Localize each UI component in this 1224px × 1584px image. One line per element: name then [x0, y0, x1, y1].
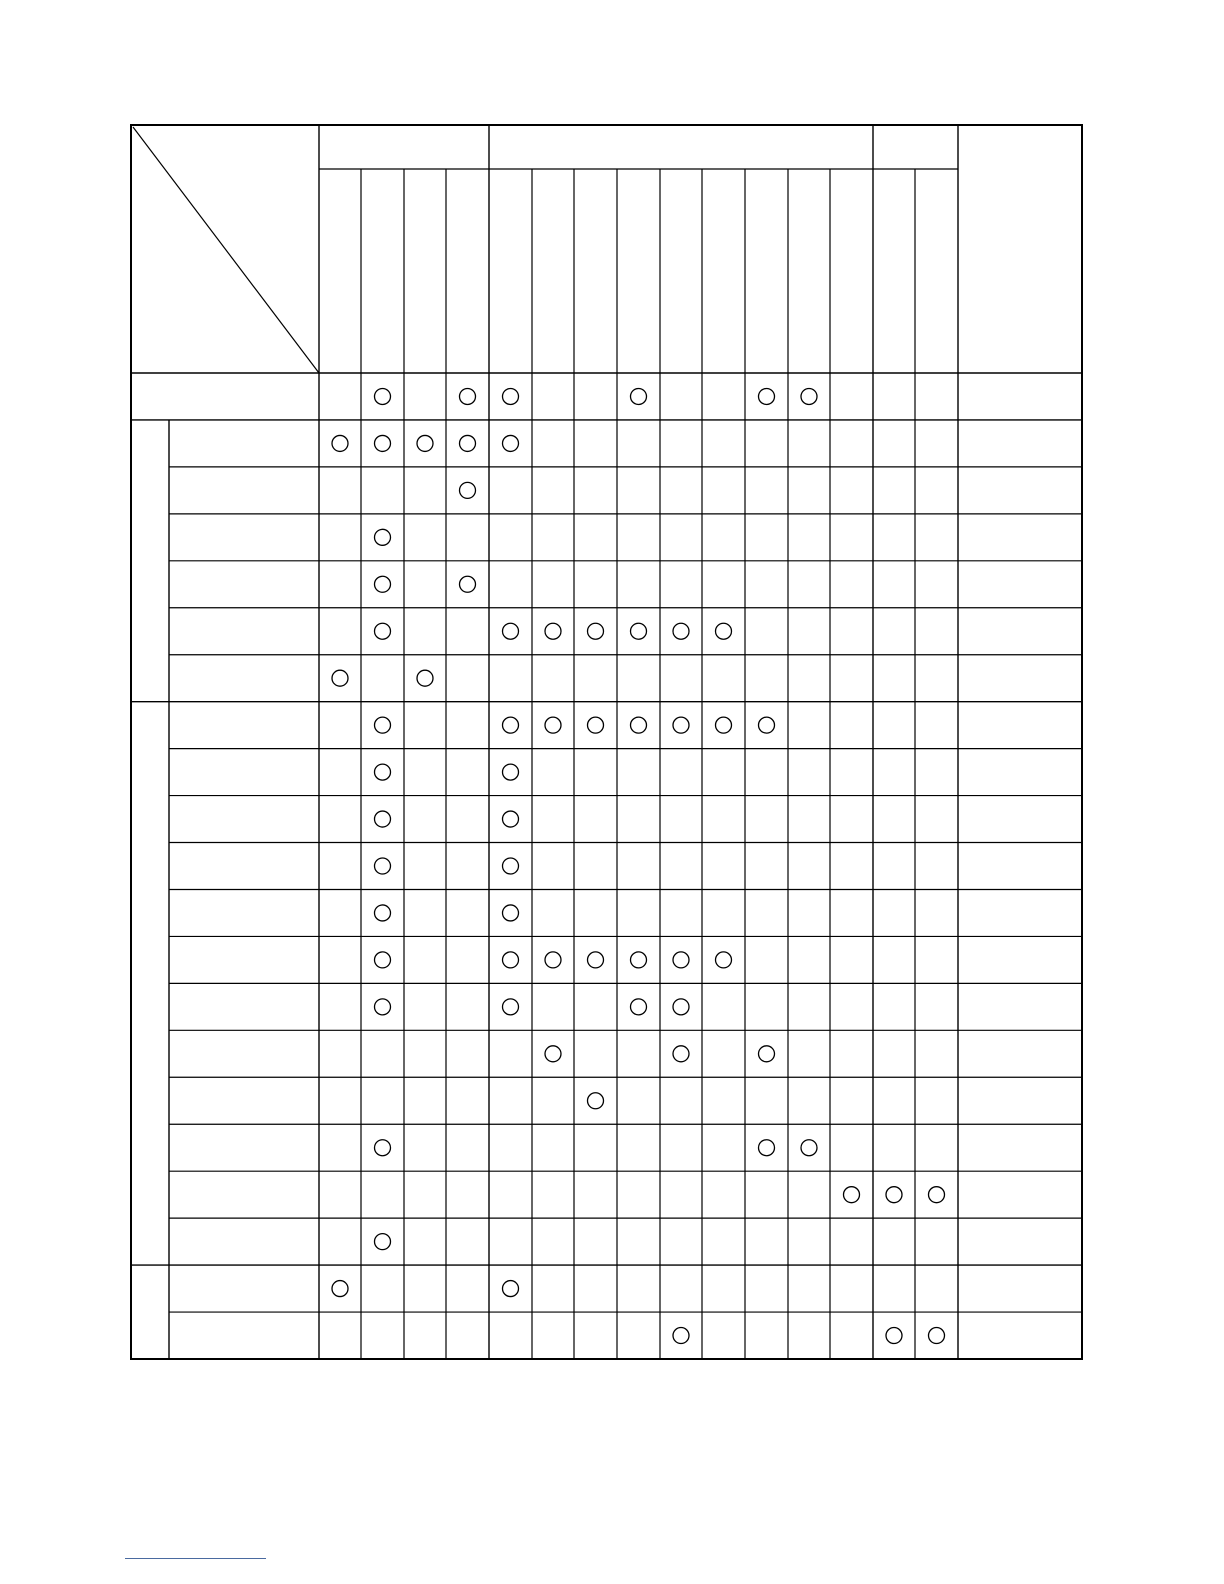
check-mark-circle	[844, 1187, 860, 1203]
check-mark-circle	[375, 858, 391, 874]
check-mark-circle	[375, 1234, 391, 1250]
check-mark-circle	[631, 999, 647, 1015]
check-mark-circle	[375, 388, 391, 404]
check-mark-circle	[375, 764, 391, 780]
check-mark-circle	[503, 764, 519, 780]
check-mark-circle	[375, 811, 391, 827]
check-mark-circle	[631, 717, 647, 733]
check-mark-circle	[503, 811, 519, 827]
check-mark-circle	[503, 1281, 519, 1297]
check-mark-circle	[375, 435, 391, 451]
check-mark-circle	[545, 623, 561, 639]
check-mark-circle	[588, 717, 604, 733]
check-mark-circle	[929, 1187, 945, 1203]
header-diagonal	[133, 127, 319, 373]
check-mark-circle	[588, 1093, 604, 1109]
check-mark-circle	[375, 905, 391, 921]
check-mark-circle	[545, 717, 561, 733]
check-mark-circle	[417, 670, 433, 686]
check-mark-circle	[332, 670, 348, 686]
check-mark-circle	[673, 1046, 689, 1062]
check-mark-circle	[673, 999, 689, 1015]
check-mark-circle	[545, 952, 561, 968]
check-mark-circle	[375, 717, 391, 733]
check-mark-circle	[503, 623, 519, 639]
check-mark-circle	[759, 388, 775, 404]
check-mark-circle	[673, 1328, 689, 1344]
check-mark-circle	[503, 999, 519, 1015]
check-mark-circle	[375, 1140, 391, 1156]
check-mark-circle	[801, 388, 817, 404]
check-mark-circle	[375, 999, 391, 1015]
check-mark-circle	[759, 1140, 775, 1156]
check-mark-circle	[673, 623, 689, 639]
check-mark-circle	[759, 1046, 775, 1062]
check-mark-circle	[886, 1328, 902, 1344]
check-mark-circle	[759, 717, 775, 733]
check-mark-circle	[929, 1328, 945, 1344]
table-border	[131, 125, 1082, 1359]
check-mark-circle	[332, 1281, 348, 1297]
check-mark-circle	[375, 623, 391, 639]
check-mark-circle	[588, 952, 604, 968]
check-mark-circle	[460, 576, 476, 592]
check-mark-circle	[503, 858, 519, 874]
check-mark-circle	[503, 905, 519, 921]
check-mark-circle	[332, 435, 348, 451]
check-mark-circle	[417, 435, 433, 451]
check-mark-circle	[503, 952, 519, 968]
check-mark-circle	[503, 388, 519, 404]
check-mark-circle	[716, 952, 732, 968]
check-mark-circle	[503, 717, 519, 733]
check-mark-circle	[375, 576, 391, 592]
check-mark-circle	[673, 952, 689, 968]
check-mark-circle	[801, 1140, 817, 1156]
check-mark-circle	[460, 388, 476, 404]
check-mark-circle	[631, 623, 647, 639]
check-mark-circle	[716, 717, 732, 733]
check-mark-circle	[375, 529, 391, 545]
check-mark-circle	[886, 1187, 902, 1203]
check-mark-circle	[631, 952, 647, 968]
check-mark-circle	[631, 388, 647, 404]
check-mark-circle	[503, 435, 519, 451]
check-mark-circle	[460, 435, 476, 451]
check-mark-circle	[673, 717, 689, 733]
check-mark-circle	[545, 1046, 561, 1062]
check-mark-circle	[716, 623, 732, 639]
footnote-rule	[125, 1558, 266, 1559]
check-mark-circle	[375, 952, 391, 968]
check-mark-circle	[460, 482, 476, 498]
check-mark-circle	[588, 623, 604, 639]
